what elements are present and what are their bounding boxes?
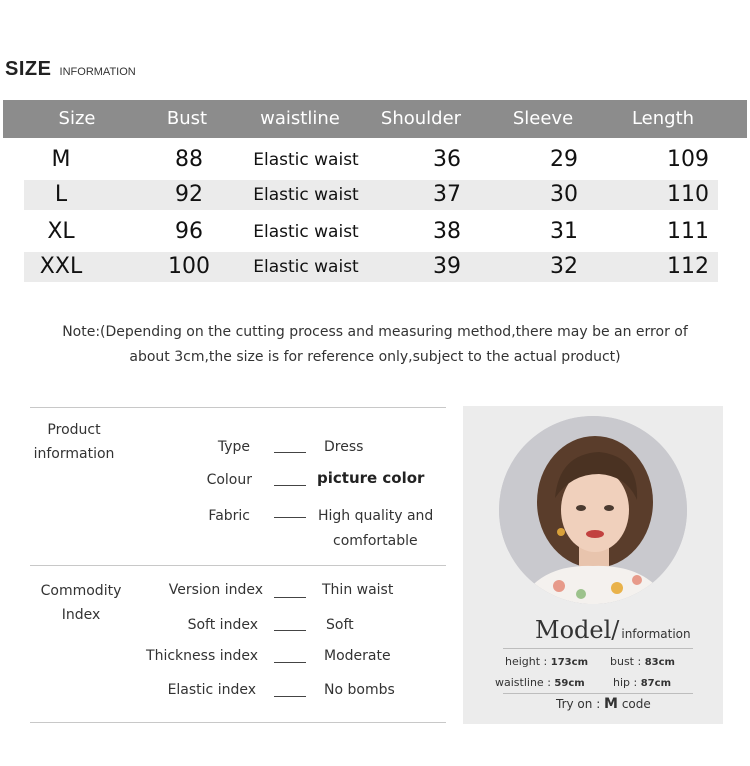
header-shoulder: Shoulder bbox=[380, 108, 462, 129]
table-row bbox=[24, 217, 718, 247]
cell-length: 111 bbox=[667, 219, 709, 244]
thickness-index-value: Moderate bbox=[324, 648, 391, 664]
table-row bbox=[24, 180, 718, 210]
cell-length: 112 bbox=[667, 254, 709, 279]
product-colour-label: Colour bbox=[206, 472, 252, 488]
divider bbox=[503, 693, 693, 694]
note-line-2: about 3cm,the size is for reference only,subject to the actual product) bbox=[129, 349, 621, 365]
model-hip: hip : 87cm bbox=[613, 676, 671, 689]
dash-separator bbox=[274, 517, 306, 518]
product-fabric-value-line-1: High quality and bbox=[318, 508, 434, 524]
cell-sleeve: 29 bbox=[550, 147, 578, 172]
commodity-index-label: Commodity Index bbox=[40, 583, 122, 623]
cell-size: XL bbox=[47, 219, 75, 244]
cell-shoulder: 39 bbox=[433, 254, 461, 279]
model-waistline: waistline : 59cm bbox=[495, 676, 585, 689]
product-fabric-label: Fabric bbox=[208, 508, 250, 524]
model-bust: bust : 83cm bbox=[610, 655, 675, 668]
cell-bust: 100 bbox=[168, 254, 210, 279]
divider bbox=[30, 722, 446, 723]
header-bust: Bust bbox=[166, 108, 208, 129]
title-sub: INFORMATION bbox=[59, 66, 136, 78]
header-sleeve: Sleeve bbox=[512, 108, 574, 129]
dash-separator bbox=[274, 452, 306, 453]
table-row bbox=[24, 145, 718, 175]
header-size: Size bbox=[58, 108, 96, 129]
cell-size: L bbox=[54, 182, 68, 207]
cell-shoulder: 37 bbox=[433, 182, 461, 207]
product-info-label: Product information bbox=[33, 422, 115, 462]
cell-size: M bbox=[51, 147, 71, 172]
model-photo bbox=[499, 416, 687, 604]
size-table-header bbox=[3, 100, 747, 138]
header-waistline: waistline bbox=[260, 108, 340, 129]
table-row bbox=[24, 252, 718, 282]
product-colour-value: picture color bbox=[317, 469, 425, 487]
product-fabric-value-line-2: comfortable bbox=[333, 533, 418, 549]
cell-shoulder: 38 bbox=[433, 219, 461, 244]
elastic-index-label: Elastic index bbox=[167, 682, 256, 698]
dash-separator bbox=[274, 662, 306, 663]
model-card bbox=[463, 406, 723, 724]
cell-size: XXL bbox=[39, 254, 83, 279]
cell-bust: 88 bbox=[175, 147, 203, 172]
thickness-index-label: Thickness index bbox=[146, 648, 258, 664]
soft-index-value: Soft bbox=[326, 617, 354, 633]
dash-separator bbox=[274, 630, 306, 631]
model-height: height : 173cm bbox=[505, 655, 588, 668]
elastic-index-value: No bombs bbox=[324, 682, 395, 698]
cell-bust: 92 bbox=[175, 182, 203, 207]
divider bbox=[30, 565, 446, 566]
version-index-value: Thin waist bbox=[322, 582, 394, 598]
product-type-label: Type bbox=[217, 439, 250, 455]
note-line-1: Note:(Depending on the cutting process and measuring method,there may be an error of bbox=[62, 324, 688, 340]
cell-waistline: Elastic waist bbox=[253, 185, 359, 205]
cell-waistline: Elastic waist bbox=[253, 257, 359, 277]
dash-separator bbox=[274, 597, 306, 598]
page-title bbox=[5, 58, 136, 81]
divider bbox=[30, 407, 446, 408]
cell-bust: 96 bbox=[175, 219, 203, 244]
cell-waistline: Elastic waist bbox=[253, 222, 359, 242]
cell-length: 109 bbox=[667, 147, 709, 172]
soft-index-label: Soft index bbox=[187, 617, 258, 633]
dash-separator bbox=[274, 696, 306, 697]
note bbox=[40, 320, 710, 370]
divider bbox=[503, 648, 693, 649]
model-title: Model/ information bbox=[535, 616, 691, 644]
cell-length: 110 bbox=[667, 182, 709, 207]
cell-sleeve: 31 bbox=[550, 219, 578, 244]
cell-sleeve: 30 bbox=[550, 182, 578, 207]
dash-separator bbox=[274, 485, 306, 486]
title-main: SIZE bbox=[5, 58, 52, 80]
model-tryon: Try on : M code bbox=[556, 696, 651, 712]
cell-waistline: Elastic waist bbox=[253, 150, 359, 170]
version-index-label: Version index bbox=[168, 582, 263, 598]
cell-shoulder: 36 bbox=[433, 147, 461, 172]
product-type-value: Dress bbox=[324, 439, 364, 455]
cell-sleeve: 32 bbox=[550, 254, 578, 279]
header-length: Length bbox=[631, 108, 695, 129]
